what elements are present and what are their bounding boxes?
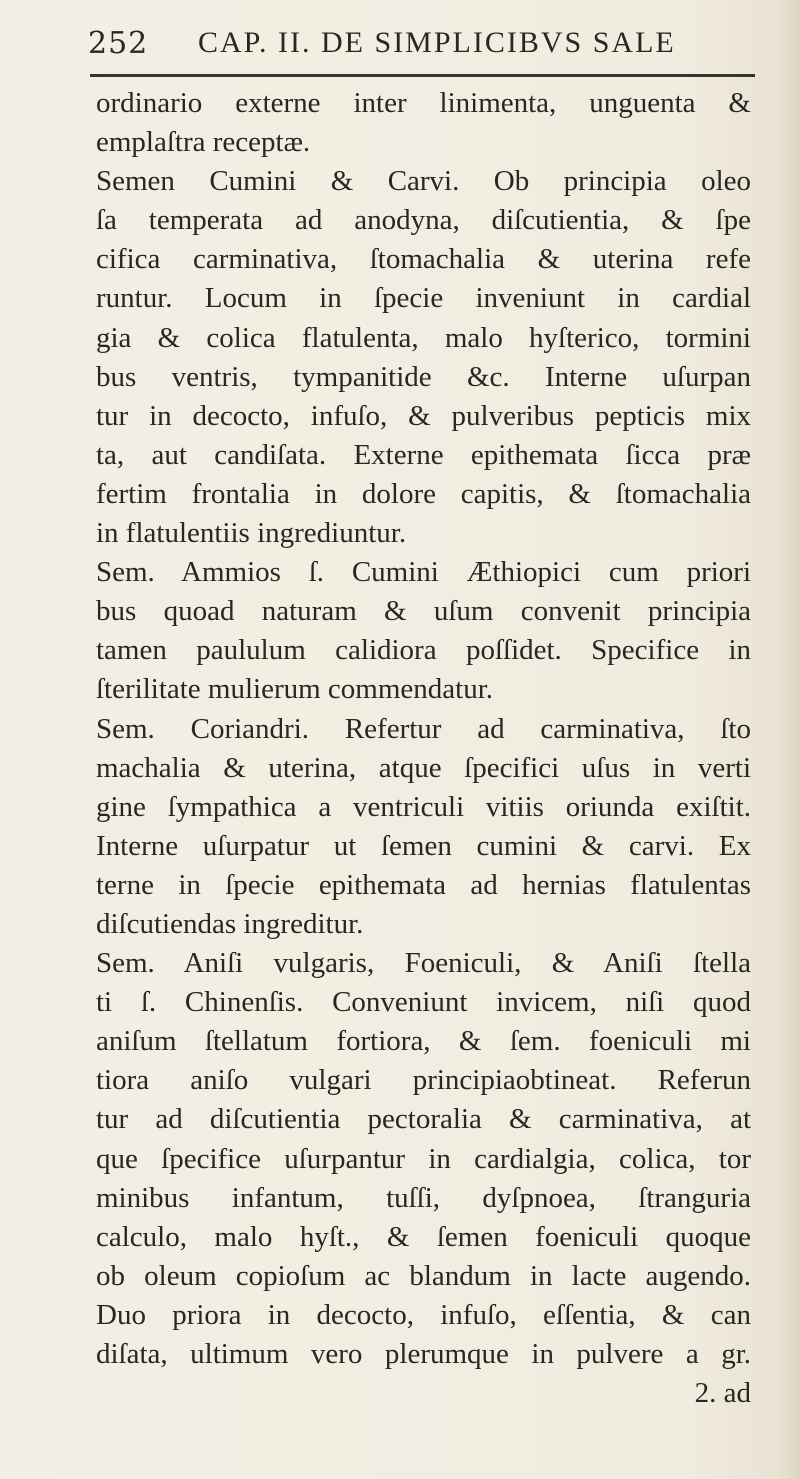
text-line: Sem. Ammios ſ. Cumini Æthiopici cum priori	[96, 556, 751, 589]
text-line: gine ſympathica a ventriculi vitiis oriunda exiſtit.	[96, 790, 751, 823]
text-line: Sem. Aniſi vulgaris, Foeniculi, & Aniſi ſtella	[96, 947, 751, 980]
text-line: diſata, ultimum vero plerumque in pulvere a gr.	[96, 1338, 751, 1370]
text-line: machalia & uterina, atque ſpecifici uſus in verti	[96, 751, 751, 784]
text-line: tiora aniſo vulgari principiaobtineat. Referun	[96, 1064, 751, 1097]
text-line: ſterilitate mulierum commendatur.	[96, 673, 494, 706]
text-line: Semen Cumini & Carvi. Ob principia oleo	[96, 165, 751, 198]
text-line: Duo priora in decocto, infuſo, eſſentia, & can	[96, 1298, 751, 1331]
text-line: tamen paululum calidiora poſſidet. Specifice in	[96, 634, 751, 667]
text-line: aniſum ſtellatum fortiora, & ſem. foeniculi mi	[96, 1025, 751, 1058]
text-line: fertim frontalia in dolore capitis, & ſtomachalia	[96, 477, 751, 510]
page-header	[88, 20, 748, 60]
text-line: gia & colica flatulenta, malo hyſterico, tormini	[96, 321, 751, 354]
text-line: ſa temperata ad anodyna, diſcutientia, & ſpe	[96, 204, 751, 237]
catchword: 2. ad	[694, 1377, 751, 1410]
text-line: diſcutiendas ingreditur.	[96, 907, 364, 940]
body-text	[96, 84, 776, 1413]
text-line: emplaſtra receptæ.	[96, 126, 311, 159]
text-line: Sem. Coriandri. Refertur ad carminativa, ſto	[96, 712, 751, 745]
text-line: ob oleum copioſum ac blandum in lacte augendo.	[96, 1259, 751, 1292]
page-number: 252	[88, 26, 149, 61]
text-line: ti ſ. Chinenſis. Conveniunt invicem, niſi quod	[96, 986, 751, 1019]
running-title: CAP. II. DE SIMPLICIBVS SALE	[198, 26, 676, 59]
header-rule	[90, 74, 755, 77]
text-line: minibus infantum, tuſſi, dyſpnoea, ſtranguria	[96, 1181, 751, 1214]
text-line: que ſpecifice uſurpantur in cardialgia, colica, tor	[96, 1142, 751, 1175]
text-line: cifica carminativa, ſtomachalia & uterina refe	[96, 243, 751, 276]
text-line: Interne uſurpatur ut ſemen cumini & carvi. Ex	[96, 829, 751, 862]
text-line: tur ad diſcutientia pectoralia & carminativa, at	[96, 1103, 751, 1136]
text-line: calculo, malo hyſt., & ſemen foeniculi quoque	[96, 1220, 751, 1253]
text-line: ta, aut candiſata. Externe epithemata ſicca præ	[96, 438, 751, 471]
text-line: runtur. Locum in ſpecie inveniunt in cardial	[96, 282, 751, 315]
text-line: bus quoad naturam & uſum convenit principia	[96, 595, 751, 628]
text-line: bus ventris, tympanitide &c. Interne uſurpan	[96, 360, 751, 393]
text-line: tur in decocto, infuſo, & pulveribus pepticis mix	[96, 399, 751, 432]
text-line: ordinario externe inter linimenta, unguenta &	[96, 87, 751, 119]
text-line: in flatulentiis ingrediuntur.	[96, 517, 407, 550]
text-line: terne in ſpecie epithemata ad hernias flatulentas	[96, 868, 751, 901]
